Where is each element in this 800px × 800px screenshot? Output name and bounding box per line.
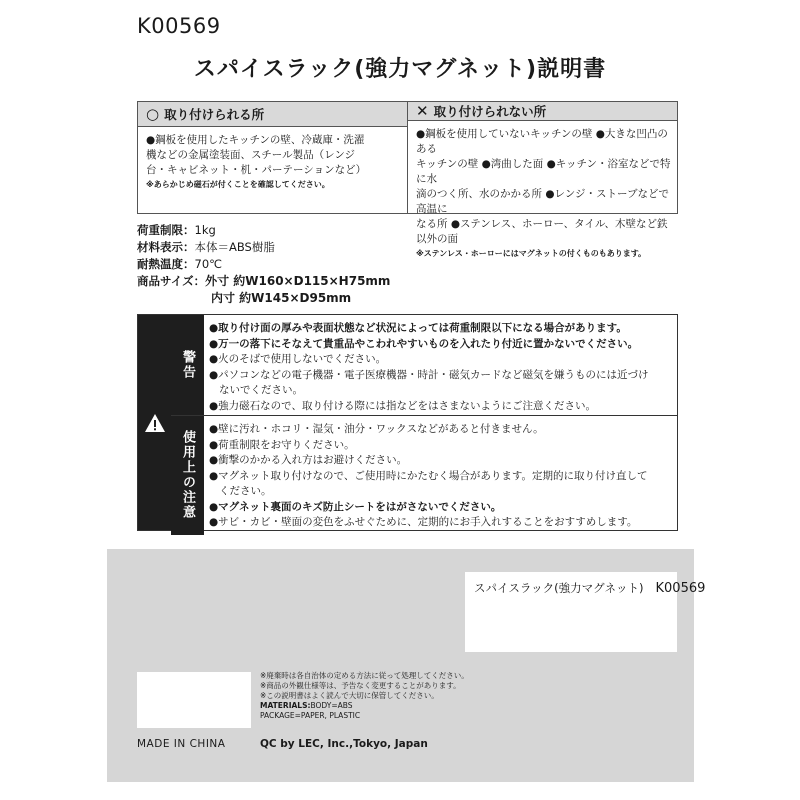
spec-value: 本体＝ABS樹脂	[194, 240, 275, 254]
fine-print	[260, 671, 469, 721]
warning-line: ●強力磁石なので、取り付ける際には指などをはさまないようにご注意ください。	[209, 399, 596, 412]
not-mountable-title: 取り付けられない所	[433, 104, 547, 119]
fine-line: ※廃棄時は各自治体の定める方法に従って処理してください。	[260, 671, 469, 680]
blank-label-area	[137, 672, 251, 728]
caution-line: ください。	[219, 485, 272, 497]
spec-load	[137, 222, 390, 239]
caution-section-label: 使用上の注意	[171, 416, 204, 535]
warning-content	[171, 315, 677, 530]
spec-heat	[137, 256, 390, 273]
warning-box	[137, 314, 678, 531]
product-label-card	[465, 572, 706, 652]
product-specs	[137, 222, 390, 307]
qc-label: QC by LEC, Inc.,Tokyo, Japan	[260, 738, 428, 750]
spec-size-inner	[137, 290, 390, 307]
label-product-code: K00569	[655, 581, 706, 596]
warning-line: ●取り付け面の厚みや表面状態など状況によっては荷重制限以下になる場合があります。	[209, 322, 627, 334]
caution-section	[171, 415, 677, 535]
not-mountable-line: ●鋼板を使用していないキッチンの壁 ●大きな凹凸のある	[416, 128, 668, 155]
not-mountable-header	[408, 102, 677, 121]
fine-line: ※この説明書はよく読んで大切に保管してください。	[260, 691, 439, 700]
spec-label: 耐熱温度：	[137, 257, 195, 271]
mountable-note: ※あらかじめ磁石が付くことを確認してください。	[146, 180, 330, 189]
caution-section-body	[204, 416, 677, 535]
spec-inner-size: 内寸 約W145×D95mm	[211, 291, 352, 305]
label-product-name: スパイスラック(強力マグネット)	[474, 581, 644, 595]
circle-icon: ○	[146, 105, 160, 123]
mountable-header	[138, 102, 407, 127]
not-mountable-line: キッチンの壁 ●湾曲した面 ●キッチン・浴室などで特に水	[416, 158, 671, 185]
spec-label: 材料表示：	[137, 240, 195, 254]
fine-line: ※商品の外観仕様等は、予告なく変更することがあります。	[260, 681, 461, 690]
warning-section-body	[204, 315, 677, 415]
not-mountable-column	[407, 102, 677, 258]
warning-line: ないでください。	[219, 384, 303, 396]
not-mountable-body	[408, 121, 677, 261]
mountable-body	[138, 127, 407, 192]
not-mountable-line: 滴のつく所、水のかかる所 ●レンジ・ストーブなどで高温に	[416, 188, 669, 215]
made-in-label: MADE IN CHINA	[137, 738, 226, 750]
warning-triangle-icon	[144, 413, 166, 433]
warning-line: ●万一の落下にそなえて貴重品やこわれやすいものを入れたり付近に置かないでください。	[209, 337, 639, 350]
mountable-line: ●鋼板を使用したキッチンの壁、冷蔵庫・洗濯	[146, 134, 365, 146]
materials-line: MATERIALS:BODY=ABS	[260, 701, 353, 710]
product-code: K00569	[137, 14, 221, 38]
warning-section	[171, 315, 677, 415]
not-mountable-note: ※ステンレス・ホーローにはマグネットの付くものもあります。	[416, 249, 647, 258]
warning-line: ●火のそばで使用しないでください。	[209, 353, 387, 365]
mountable-line: 台・キャビネット・机・パーテーションなど）	[146, 164, 367, 176]
not-mountable-line: なる所 ●ステンレス、ホーロー、タイル、木壁など鉄以外の面	[416, 218, 668, 245]
spec-size	[137, 273, 390, 290]
caution-line: ●壁に汚れ・ホコリ・湿気・油分・ワックスなどがあると付きません。	[209, 423, 544, 435]
mountable-line: 機などの金属塗装面、スチール製品（レンジ	[146, 149, 356, 161]
spec-value: 1kg	[194, 223, 216, 237]
spec-outer-size: 外寸 約W160×D115×H75mm	[205, 274, 391, 288]
mountable-title: 取り付けられる所	[164, 107, 265, 122]
warning-line: ●パソコンなどの電子機器・電子医療機器・時計・磁気カードなど磁気を嫌うものには近づけ	[209, 368, 649, 381]
caution-line: ●衝撃のかかる入れ方はお避けください。	[209, 454, 408, 466]
caution-line: ●マグネット取り付けなので、ご使用時にかたむく場合があります。定期的に取り付け直して	[209, 469, 648, 482]
caution-line: ●マグネット裏面のキズ防止シートをはがさないでください。	[209, 500, 502, 513]
spec-label: 商品サイズ：	[137, 274, 206, 288]
mountable-column	[138, 102, 407, 213]
spec-value: 70℃	[194, 257, 223, 271]
warning-strip	[138, 315, 171, 530]
spec-label: 荷重制限：	[137, 223, 195, 237]
warning-section-label: 警告	[171, 315, 204, 415]
caution-line: ●サビ・カビ・壁面の変色をふせぐために、定期的にお手入れすることをおすすめします。	[209, 516, 638, 528]
package-line: PACKAGE=PAPER, PLASTIC	[260, 711, 361, 720]
page-title: スパイスラック(強力マグネット)説明書	[193, 57, 607, 82]
spec-material	[137, 239, 390, 256]
caution-line: ●荷重制限をお守りください。	[209, 438, 355, 451]
cross-icon: ✕	[416, 102, 429, 120]
